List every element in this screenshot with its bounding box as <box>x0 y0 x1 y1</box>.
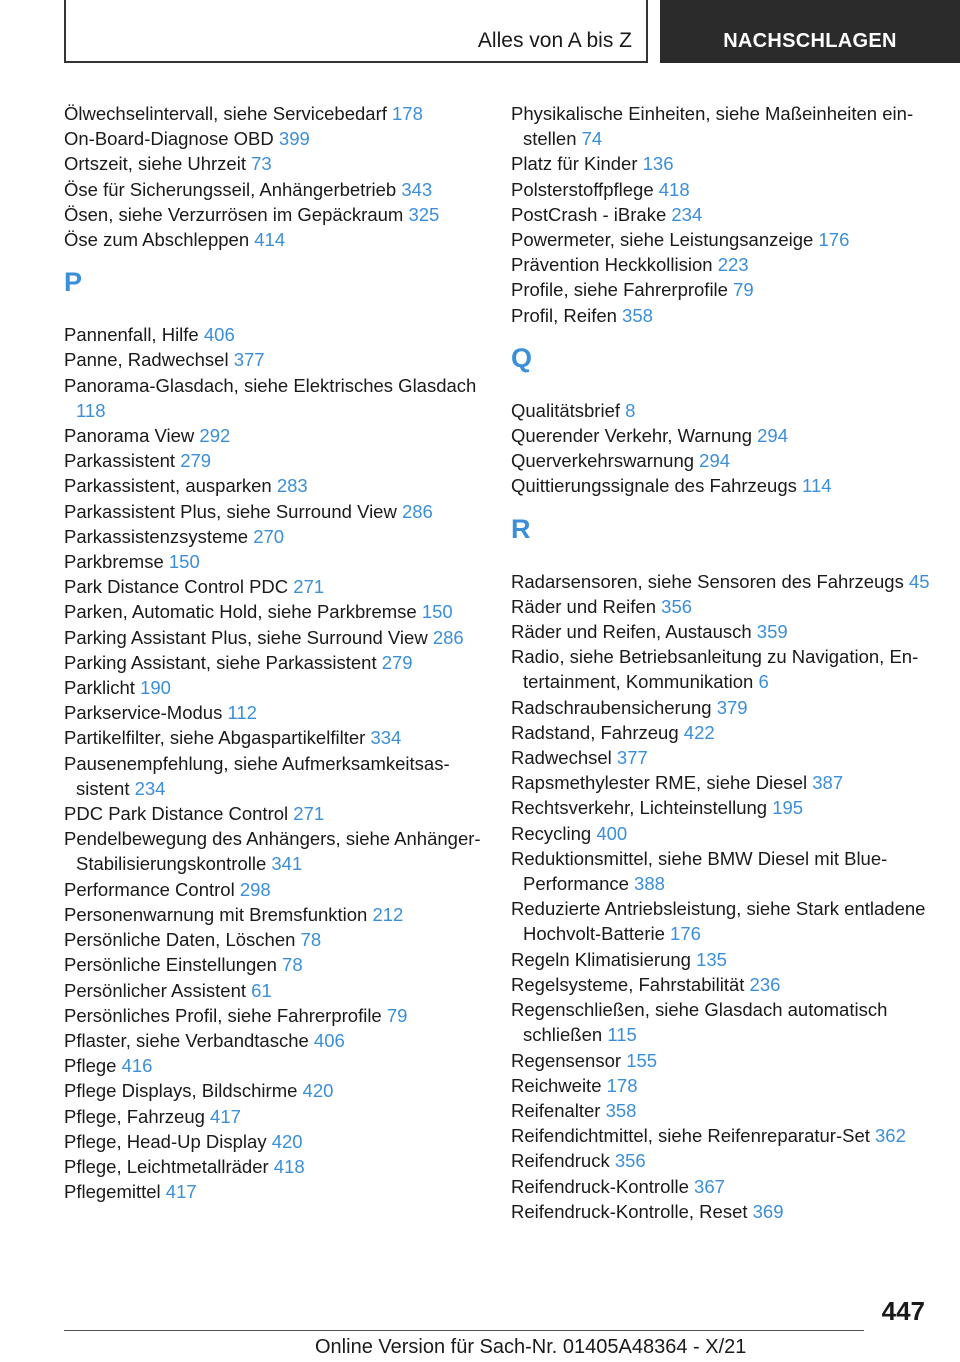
index-entry <box>511 303 941 328</box>
index-entry-page-link[interactable]: 294 <box>757 425 788 447</box>
index-entry-term: Ortszeit, siehe Uhrzeit <box>64 153 252 175</box>
index-entry-page-link[interactable]: 414 <box>254 229 286 251</box>
index-entry-term: Querverkehrswarnung <box>511 450 700 472</box>
header-section-title: Alles von A bis Z <box>477 29 632 52</box>
index-entry-term: Qualitätsbrief <box>511 399 626 421</box>
footer-divider <box>64 1330 864 1331</box>
index-entry-term: Quittierungssignale des Fahrzeugs <box>511 475 803 497</box>
index-entry-term: Reichweite <box>511 1074 607 1096</box>
index-entry-page-link[interactable]: 377 <box>616 747 648 769</box>
index-entry-term: Panne, Radwechsel <box>64 349 234 371</box>
index-entry <box>511 846 941 896</box>
index-entry-page-link[interactable]: 359 <box>756 621 788 643</box>
index-entry-term: Persönliche Einstellungen <box>64 954 283 976</box>
index-entry-page-link[interactable]: 406 <box>313 1029 345 1051</box>
index-entry-term: Parken, Automatic Hold, siehe Parkbremse <box>64 601 422 623</box>
index-entry <box>64 675 494 700</box>
index-entry-term: Reduzierte Antriebsleistung, siehe Stark entladene Hochvolt-Batterie <box>511 898 926 945</box>
index-entry <box>511 252 941 277</box>
index-entry-term: Radio, siehe Betriebsanleitung zu Navigation, Entertainment, Kommunikation <box>511 646 919 693</box>
index-entry-term: Parklicht <box>64 677 141 699</box>
index-entry-page-link[interactable]: 270 <box>253 525 285 547</box>
index-entry <box>511 594 941 619</box>
index-entry-term: PDC Park Distance Control <box>64 803 294 825</box>
index-entry <box>64 549 494 574</box>
index-entry-page-link[interactable]: 223 <box>717 254 749 276</box>
index-entry <box>511 1073 941 1098</box>
index-entry-page-link[interactable]: 178 <box>606 1074 638 1096</box>
index-entry-page-link[interactable]: 45 <box>909 570 930 592</box>
index-entry <box>64 1104 494 1129</box>
index-entry-page-link[interactable]: 399 <box>278 128 310 150</box>
index-entry <box>64 524 494 549</box>
index-entry-page-link[interactable]: 400 <box>596 822 628 844</box>
index-entry-term: Prävention Heckkollision <box>511 254 718 276</box>
index-entry <box>64 499 494 524</box>
index-entry-term: Polsterstoffpflege <box>511 178 659 200</box>
index-entry-term: Pflege, Head-Up Display <box>64 1130 272 1152</box>
index-entry-term: Profile, siehe Fahrerprofile <box>511 279 734 301</box>
index-entry <box>64 599 494 624</box>
index-entry-term: Platz für Kinder <box>511 153 643 175</box>
index-entry-term: Pflegemittel <box>64 1181 166 1203</box>
index-entry-term: Persönliches Profil, siehe Fahrerprofile <box>64 1004 387 1026</box>
index-entry <box>511 770 941 795</box>
index-entry <box>511 227 941 252</box>
index-entry-term: Reifendruck <box>511 1150 615 1172</box>
index-entry-page-link[interactable]: 387 <box>812 772 844 794</box>
index-entry-page-link[interactable]: 417 <box>210 1105 241 1127</box>
index-entry-term: Radschraubensicherung <box>511 696 717 718</box>
index-entry-term: Radwechsel <box>511 747 617 769</box>
index-entry <box>64 373 494 423</box>
index-entry-term: Parkservice-Modus <box>64 702 228 724</box>
index-entry-page-link[interactable]: 422 <box>683 721 715 743</box>
index-entry <box>511 795 941 820</box>
index-entry <box>511 177 941 202</box>
index-entry <box>64 877 494 902</box>
index-entry <box>511 448 941 473</box>
index-entry-page-link[interactable]: 78 <box>300 929 322 951</box>
index-entry <box>64 126 494 151</box>
index-entry <box>64 1154 494 1179</box>
index-entry-page-link[interactable]: 356 <box>661 595 693 617</box>
index-entry-term: Pflaster, siehe Verbandtasche <box>64 1029 314 1051</box>
index-letter-heading: P <box>64 267 83 298</box>
index-entry <box>64 700 494 725</box>
index-entry <box>64 101 494 126</box>
index-entry <box>511 1048 941 1073</box>
index-entry-term: Reifendichtmittel, siehe Reifenreparatur-Set <box>511 1125 876 1147</box>
index-entry <box>64 347 494 372</box>
index-entry-page-link[interactable]: 176 <box>670 923 701 945</box>
index-entry-page-link[interactable]: 362 <box>875 1125 906 1147</box>
index-entry <box>64 1053 494 1078</box>
index-entry-term: Ölwechselintervall, siehe Servicebedarf <box>64 103 393 124</box>
index-entry-page-link[interactable]: 136 <box>642 153 674 175</box>
header-frame <box>64 0 648 63</box>
index-entry-page-link[interactable]: 115 <box>607 1024 637 1046</box>
index-entry-term: On-Board-Diagnose OBD <box>64 128 279 150</box>
index-entry-term: Parkassistent <box>64 450 181 472</box>
index-entry-page-link[interactable]: 271 <box>293 803 325 825</box>
index-entry-page-link[interactable]: 78 <box>282 954 303 976</box>
index-entry <box>64 725 494 750</box>
index-entry <box>511 1199 941 1224</box>
index-entry <box>511 896 941 946</box>
index-entry <box>511 644 941 694</box>
index-entry-page-link[interactable]: 283 <box>276 475 308 497</box>
index-entry <box>511 473 941 498</box>
index-entry-page-link[interactable]: 118 <box>76 399 106 421</box>
index-entry-page-link[interactable]: 150 <box>421 601 453 623</box>
index-entry-term: Persönlicher Assistent <box>64 979 252 1001</box>
index-entry-term: Öse zum Abschleppen <box>64 229 255 251</box>
index-entry <box>511 1174 941 1199</box>
index-entry-term: Persönliche Daten, Löschen <box>64 929 301 951</box>
index-entry-page-link[interactable]: 416 <box>121 1055 153 1077</box>
index-entry <box>511 745 941 770</box>
index-entry <box>511 151 941 176</box>
index-entry <box>511 695 941 720</box>
index-entry-term: Regeln Klimatisierung <box>511 948 697 970</box>
index-entry <box>511 202 941 227</box>
index-entry-term: Reifenalter <box>511 1099 606 1121</box>
index-entry-page-link[interactable]: 114 <box>802 475 832 497</box>
index-letter-heading: Q <box>511 342 533 373</box>
index-entry-term: Pendelbewegung des Anhängers, siehe Anhänger-Stabilisierungskontrolle <box>64 828 481 875</box>
index-entry-page-link[interactable]: 190 <box>140 677 171 699</box>
index-entry-term: Regensensor <box>511 1049 627 1071</box>
index-entry <box>64 227 494 252</box>
index-entry-page-link[interactable]: 8 <box>625 399 636 421</box>
index-entry-term: Powermeter, siehe Leistungsanzeige <box>511 229 819 251</box>
index-entry-term: Regelsysteme, Fahrstabilität <box>511 973 750 995</box>
index-entry <box>64 1179 494 1204</box>
index-entry-term: Personenwarnung mit Bremsfunktion <box>64 903 373 925</box>
index-entry <box>64 322 494 347</box>
index-entry-term: Physikalische Einheiten, siehe Maßeinheiten einstellen <box>511 103 914 150</box>
index-entry <box>64 177 494 202</box>
index-entry-term: Partikelfilter, siehe Abgaspartikelfilter <box>64 727 371 749</box>
index-entry-term: Ösen, siehe Verzurrösen im Gepäckraum <box>64 203 409 225</box>
index-entry-term: Recycling <box>511 822 597 844</box>
index-entry <box>64 448 494 473</box>
index-entry <box>64 952 494 977</box>
index-entry-term: Rechtsverkehr, Lichteinstellung <box>511 797 773 819</box>
index-entry-term: Querender Verkehr, Warnung <box>511 425 758 447</box>
index-entry-page-link[interactable]: 279 <box>180 450 212 472</box>
index-entry-page-link[interactable]: 418 <box>273 1155 305 1177</box>
index-entry <box>511 972 941 997</box>
index-entry-page-link[interactable]: 341 <box>271 853 303 875</box>
index-entry-term: Pflege, Leichtmetallräder <box>64 1155 274 1177</box>
index-entry-page-link[interactable]: 271 <box>293 576 325 598</box>
index-entry-term: Parkassistent Plus, siehe Surround View <box>64 500 402 522</box>
index-entry <box>511 1123 941 1148</box>
index-entry-page-link[interactable]: 155 <box>626 1049 658 1071</box>
index-entry-page-link[interactable]: 286 <box>432 626 464 648</box>
index-entry-page-link[interactable]: 420 <box>302 1080 334 1102</box>
index-column-left <box>64 101 494 1204</box>
index-entry <box>64 1003 494 1028</box>
index-entry-page-link[interactable]: 176 <box>818 229 850 251</box>
index-entry-page-link[interactable]: 358 <box>605 1099 637 1121</box>
page-number: 447 <box>881 1296 925 1326</box>
index-entry-page-link[interactable]: 150 <box>168 551 200 573</box>
index-entry-term: Parkbremse <box>64 551 169 573</box>
index-entry <box>64 801 494 826</box>
index-entry-term: Rapsmethylester RME, siehe Diesel <box>511 772 813 794</box>
online-version-note: Online Version für Sach-Nr. 01405A48364 - X/21 <box>315 1336 747 1358</box>
index-entry-page-link[interactable]: 292 <box>199 425 231 447</box>
index-entry-page-link[interactable]: 212 <box>372 903 404 925</box>
index-entry <box>511 619 941 644</box>
index-entry-page-link[interactable]: 367 <box>694 1175 725 1197</box>
index-entry-term: Profil, Reifen <box>511 304 623 326</box>
index-entry-page-link[interactable]: 298 <box>239 878 271 900</box>
index-entry-term: Pannenfall, Hilfe <box>64 324 204 346</box>
index-entry-page-link[interactable]: 79 <box>733 279 754 301</box>
index-entry-page-link[interactable]: 73 <box>251 153 272 175</box>
index-entry-term: Regenschließen, siehe Glasdach automatisch schließen <box>511 999 888 1046</box>
index-entry-term: Pflege, Fahrzeug <box>64 1105 211 1127</box>
index-entry-page-link[interactable]: 234 <box>671 203 703 225</box>
index-entry <box>64 423 494 448</box>
index-entry-page-link[interactable]: 369 <box>752 1200 784 1222</box>
index-entry-page-link[interactable]: 178 <box>392 103 423 124</box>
index-entry-page-link[interactable]: 236 <box>749 973 781 995</box>
index-letter-heading: R <box>511 513 531 544</box>
index-entry-page-link[interactable]: 79 <box>386 1004 408 1026</box>
index-entry <box>511 1098 941 1123</box>
index-entry-term: Radarsensoren, siehe Sensoren des Fahrzeugs <box>511 570 909 592</box>
index-entry <box>64 574 494 599</box>
index-entry-page-link[interactable]: 420 <box>271 1130 303 1152</box>
index-entry-term: Parkassistent, ausparken <box>64 475 277 497</box>
index-entry-page-link[interactable]: 343 <box>401 178 433 200</box>
index-entry-page-link[interactable]: 135 <box>696 948 727 970</box>
index-entry-page-link[interactable]: 61 <box>251 979 272 1001</box>
index-entry <box>511 569 941 594</box>
index-entry-term: Räder und Reifen <box>511 595 662 617</box>
index-entry <box>64 902 494 927</box>
index-entry <box>64 202 494 227</box>
index-entry-term: Reifendruck-Kontrolle, Reset <box>511 1200 753 1222</box>
index-entry-term: Parkassistenzsysteme <box>64 525 254 547</box>
index-entry-page-link[interactable]: 112 <box>227 702 257 724</box>
index-entry-page-link[interactable]: 388 <box>634 873 665 895</box>
index-entry-page-link[interactable]: 294 <box>699 450 731 472</box>
index-entry-term: Panorama-Glasdach, siehe Elektrisches Glasdach <box>64 374 477 396</box>
index-entry-page-link[interactable]: 6 <box>758 671 769 693</box>
index-entry <box>64 978 494 1003</box>
index-entry-page-link[interactable]: 406 <box>203 324 235 346</box>
index-entry-page-link[interactable]: 377 <box>233 349 265 371</box>
index-entry-page-link[interactable]: 286 <box>401 500 433 522</box>
index-entry-term: Pausenempfehlung, siehe Aufmerksamkeitsassistent <box>64 752 450 799</box>
index-entry-term: Parking Assistant, siehe Parkassistent <box>64 651 382 673</box>
index-entry <box>64 625 494 650</box>
index-entry <box>64 751 494 801</box>
index-entry-page-link[interactable]: 334 <box>370 727 402 749</box>
index-entry-page-link[interactable]: 74 <box>581 128 603 150</box>
index-entry <box>64 1078 494 1103</box>
index-entry <box>64 927 494 952</box>
index-entry-page-link[interactable]: 417 <box>165 1181 197 1203</box>
header-tab-nachschlagen[interactable]: NACHSCHLAGEN <box>660 0 960 63</box>
index-entry-page-link[interactable]: 356 <box>614 1150 646 1172</box>
index-entry-page-link[interactable]: 279 <box>381 651 413 673</box>
index-entry <box>511 1148 941 1173</box>
index-entry <box>64 826 494 876</box>
index-entry-term: Park Distance Control PDC <box>64 576 294 598</box>
index-entry <box>511 277 941 302</box>
index-entry-term: Reduktionsmittel, siehe BMW Diesel mit BluePerformance <box>511 847 888 895</box>
index-entry <box>511 947 941 972</box>
index-entry <box>64 650 494 675</box>
index-entry-term: Reifendruck-Kontrolle <box>511 1175 695 1197</box>
index-entry-term: Performance Control <box>64 878 240 900</box>
index-entry <box>511 720 941 745</box>
index-entry-term: Pflege Displays, Bildschirme <box>64 1080 303 1102</box>
index-entry <box>511 423 941 448</box>
index-entry <box>511 997 941 1047</box>
index-column-right <box>511 101 941 1224</box>
index-entry-page-link[interactable]: 234 <box>134 777 166 799</box>
index-entry-term: PostCrash - iBrake <box>511 203 672 225</box>
index-entry-page-link[interactable]: 418 <box>658 178 690 200</box>
index-entry <box>511 101 941 151</box>
index-entry <box>64 1129 494 1154</box>
index-entry <box>64 473 494 498</box>
index-entry-page-link[interactable]: 195 <box>772 797 804 819</box>
index-entry-term: Pflege <box>64 1055 122 1077</box>
index-entry-term: Räder und Reifen, Austausch <box>511 621 757 643</box>
index-entry-term: Panorama View <box>64 425 200 447</box>
index-entry-term: Öse für Sicherungsseil, Anhängerbetrieb <box>64 178 402 200</box>
index-entry-term: Radstand, Fahrzeug <box>511 721 684 743</box>
index-entry-term: Parking Assistant Plus, siehe Surround View <box>64 626 433 648</box>
index-entry <box>511 398 941 423</box>
index-entry-page-link[interactable]: 325 <box>408 203 440 225</box>
index-entry-page-link[interactable]: 379 <box>716 696 748 718</box>
index-entry <box>64 151 494 176</box>
index-entry <box>64 1028 494 1053</box>
index-entry-page-link[interactable]: 358 <box>622 304 653 326</box>
index-entry <box>511 821 941 846</box>
